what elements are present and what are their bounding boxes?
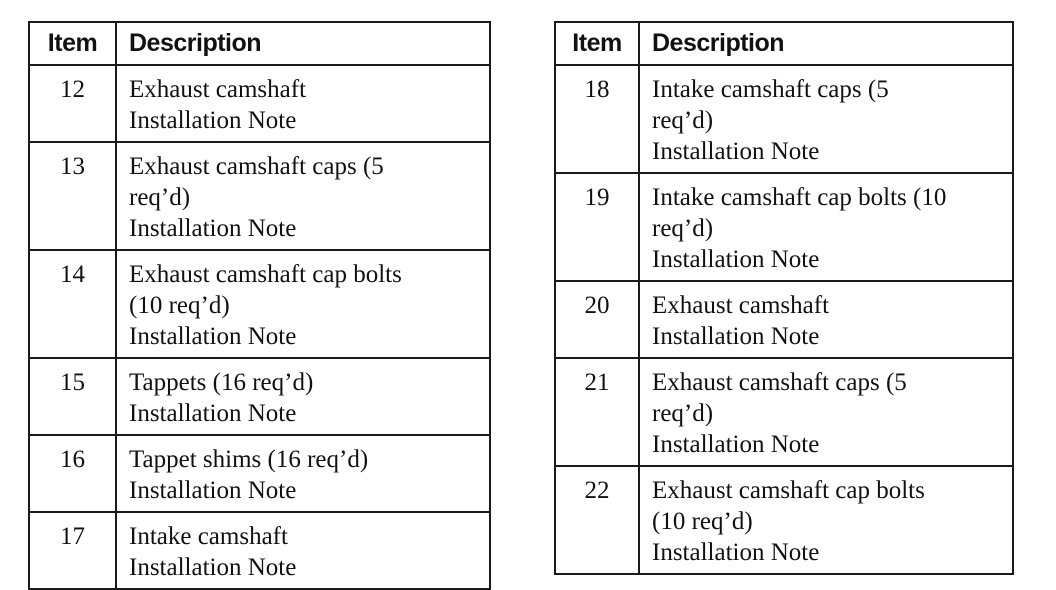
table-row: [555, 281, 1013, 358]
description-line: Installation Note: [129, 107, 297, 134]
description-line: Exhaust camshaft cap bolts: [652, 477, 925, 504]
description-line: req’d): [652, 107, 714, 134]
item-description: [639, 65, 1013, 173]
description-line: Exhaust camshaft cap bolts: [129, 261, 402, 288]
table-row: [29, 358, 490, 435]
item-description: [116, 435, 490, 512]
description-line: Exhaust camshaft: [129, 76, 307, 103]
table-row: [555, 466, 1013, 574]
description-line: Installation Note: [129, 477, 297, 504]
parts-table-right: [554, 21, 1014, 575]
description-line: (10 req’d): [652, 508, 753, 535]
table-row: [29, 250, 490, 358]
description-column-header: Description: [116, 22, 490, 65]
header-row: [555, 22, 1013, 65]
item-number: 15: [29, 358, 116, 435]
description-column-header: Description: [639, 22, 1013, 65]
table-row: [29, 65, 490, 142]
table-row: [555, 65, 1013, 173]
description-line: Installation Note: [652, 539, 820, 566]
item-number: 14: [29, 250, 116, 358]
description-line: Exhaust camshaft caps (5: [129, 153, 384, 180]
item-description: [639, 358, 1013, 466]
item-number: 18: [555, 65, 639, 173]
parts-table-left: [28, 21, 491, 590]
item-number: 20: [555, 281, 639, 358]
item-description: [639, 281, 1013, 358]
description-line: Installation Note: [129, 554, 297, 581]
item-description: [116, 65, 490, 142]
table-row: [29, 512, 490, 589]
description-line: Intake camshaft: [129, 523, 288, 550]
description-line: req’d): [652, 400, 714, 427]
description-line: Exhaust camshaft caps (5: [652, 369, 907, 396]
item-number: 17: [29, 512, 116, 589]
item-number: 21: [555, 358, 639, 466]
description-line: Installation Note: [129, 323, 297, 350]
description-line: Intake camshaft caps (5: [652, 76, 889, 103]
description-line: Intake camshaft cap bolts (10: [652, 184, 947, 211]
item-column-header: Item: [29, 22, 116, 65]
description-line: Exhaust camshaft: [652, 292, 830, 319]
item-description: [116, 250, 490, 358]
description-line: Installation Note: [129, 400, 297, 427]
item-number: 22: [555, 466, 639, 574]
description-line: Installation Note: [652, 138, 820, 165]
description-line: Installation Note: [129, 215, 297, 242]
item-description: [639, 173, 1013, 281]
description-line: Tappet shims (16 req’d): [129, 446, 369, 473]
item-description: [116, 142, 490, 250]
item-number: 16: [29, 435, 116, 512]
description-line: req’d): [129, 184, 191, 211]
item-description: [639, 466, 1013, 574]
description-line: req’d): [652, 215, 714, 242]
item-description: [116, 512, 490, 589]
table-row: [29, 435, 490, 512]
item-number: 12: [29, 65, 116, 142]
table-row: [29, 142, 490, 250]
description-line: Installation Note: [652, 431, 820, 458]
description-line: Installation Note: [652, 323, 820, 350]
item-number: 13: [29, 142, 116, 250]
table-row: [555, 173, 1013, 281]
item-column-header: Item: [555, 22, 639, 65]
item-description: [116, 358, 490, 435]
item-number: 19: [555, 173, 639, 281]
header-row: [29, 22, 490, 65]
table-row: [555, 358, 1013, 466]
description-line: (10 req’d): [129, 292, 230, 319]
description-line: Tappets (16 req’d): [129, 369, 314, 396]
description-line: Installation Note: [652, 246, 820, 273]
